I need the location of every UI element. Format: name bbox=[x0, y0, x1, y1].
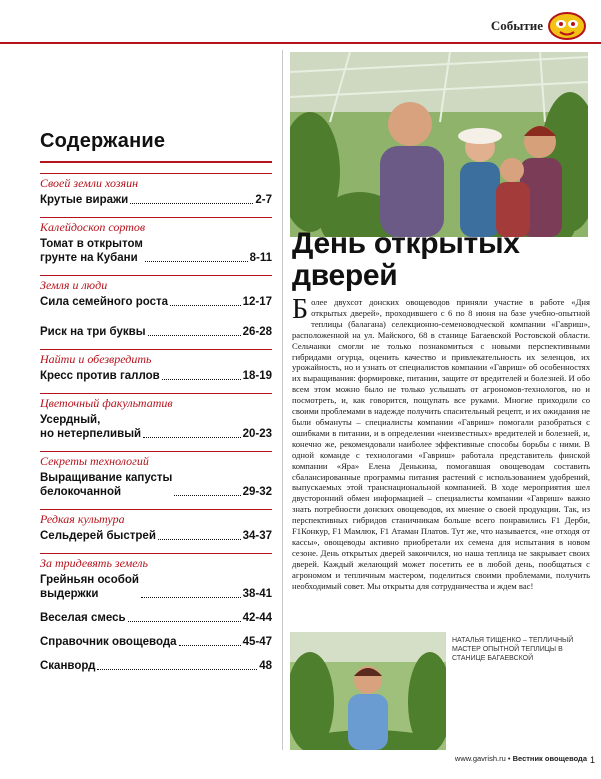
toc-entry-pages: 34-37 bbox=[242, 530, 272, 542]
toc-leader-dots bbox=[179, 645, 241, 646]
toc-category: Калейдоскоп сортов bbox=[40, 217, 272, 235]
toc-entry-pages: 12-17 bbox=[242, 296, 272, 308]
toc-entry-title: Справочник овощевода bbox=[40, 636, 177, 648]
toc-group bbox=[40, 275, 272, 339]
toc-group bbox=[40, 173, 272, 207]
toc-group bbox=[40, 509, 272, 543]
greenhouse-photo bbox=[290, 52, 588, 237]
toc-leader-dots bbox=[128, 621, 241, 622]
toc-title-rule bbox=[40, 161, 272, 163]
toc-entry[interactable] bbox=[40, 471, 272, 499]
toc-entry[interactable] bbox=[40, 659, 272, 673]
page-footer: www.gavrish.ru • Вестник овощевода bbox=[454, 754, 587, 763]
column-divider bbox=[282, 50, 283, 750]
toc-entry-title: Сельдерей быстрей bbox=[40, 530, 156, 542]
toc-entry-pages: 18-19 bbox=[242, 370, 272, 382]
toc-entry-pages: 29-32 bbox=[242, 486, 272, 498]
footer-site[interactable]: www.gavrish.ru bbox=[454, 754, 506, 763]
toc-entry[interactable] bbox=[40, 635, 272, 649]
toc-entry-title: Томат в открытом грунте на Кубани bbox=[40, 238, 143, 264]
toc-entry[interactable] bbox=[40, 529, 272, 543]
toc-leader-dots bbox=[130, 203, 253, 204]
toc-leader-dots bbox=[145, 261, 248, 262]
toc-entry-title: Риск на три буквы bbox=[40, 326, 146, 338]
toc-title: Содержание bbox=[40, 130, 166, 152]
toc-category: Редкая культура bbox=[40, 509, 272, 527]
article-headline: День открытых дверей bbox=[292, 227, 520, 292]
toc-entry-title: Грейньян особой выдержки bbox=[40, 574, 139, 600]
toc-entry[interactable] bbox=[40, 295, 272, 309]
toc-entry-pages: 38-41 bbox=[242, 588, 272, 600]
section-label: Событие bbox=[490, 18, 543, 33]
toc-entry[interactable] bbox=[40, 413, 272, 441]
toc-entry-pages: 42-44 bbox=[242, 612, 272, 624]
toc-entry-pages: 26-28 bbox=[242, 326, 272, 338]
toc-list bbox=[40, 173, 272, 673]
toc-group bbox=[40, 451, 272, 499]
photo-caption: НАТАЛЬЯ ТИЩЕНКО – ТЕПЛИЧНЫЙ МАСТЕР ОПЫТНОЙ ТЕПЛИЦЫ В СТАНИЦЕ БАГАЕВСКОЙ bbox=[452, 637, 574, 662]
toc-group bbox=[40, 553, 272, 601]
toc-leader-dots bbox=[174, 495, 240, 496]
toc-leader-dots bbox=[148, 335, 241, 336]
event-badge-icon bbox=[547, 10, 587, 42]
toc-leader-dots bbox=[158, 539, 241, 540]
toc-entry-title: Сканворд bbox=[40, 660, 96, 672]
toc-entry[interactable] bbox=[40, 369, 272, 383]
toc-entry[interactable] bbox=[40, 193, 272, 207]
toc-entry-title: Сила семейного роста bbox=[40, 296, 169, 308]
toc-leader-dots bbox=[162, 379, 241, 380]
toc-entry-pages: 45-47 bbox=[242, 636, 272, 648]
header-rule bbox=[0, 42, 601, 44]
toc-entry[interactable] bbox=[40, 237, 272, 265]
toc-entry-pages: 48 bbox=[259, 660, 272, 672]
table-of-contents bbox=[40, 130, 272, 673]
toc-group bbox=[40, 659, 272, 673]
toc-group bbox=[40, 393, 272, 441]
page-header bbox=[0, 0, 601, 44]
article-body-text: олее двухсот донских овощеводов приняли участие в работе «Дня открытых дверей», проходившего с 6 по 8 июня на базе учебно-опытной теплицы (балагана) селекционно-семеноводческой компании «Гавриш», расположенной на ул. Майского, 68 в станице Багаевской Ростовской области. Сельчанки смогли не только познакомиться с новыми перспективными гибридами огурца, оценить качество и привлекательность их зеленцов, их урожайность, но и узнать от специалистов компании «Гавриш» об особенностях их выращивания: формировке, питании, защите от вредителей и болезней. И обо всем этом можно было не только услышать от агрономов-технологов, но и посмотреть, и, как говорится, пощупать все руками. Многие приходили со своими проблемами в надежде получить спасительный рецепт, и их ожидания не были обмануты – специалисты компании «Гавриш» помогали разобраться с ошибками в питании, и в определении «неизвестных» вредителей и болезней, и, конечно же, рекомендовали наиболее эффективные способы борьбы с ними. В одной команде с технологами «Гавриш» работала представитель финской компании «Яра» Елена Денькина, помогавшая овощеводам составить сбалансированные программы питания растений с использованием удобрений, выпускаемых этой транснациональной компанией. В ходе мероприятия шел двусторонний обмен информацией – специалисты компании «Гавриш» важно знать потребности донских овощеводов, их мнение о своей продукции. Так, из перспективных гибридов станичникам больше всего понравились F1 Дерби, F1Конкур, F1 Мамлюк, F1 Атаман Платов. Тут же, что называется, «не отходя от кассы», овощеводы активно приобретали их семена для испытания в новом сезоне. День открытых дверей закончился, но наша теплица не закрывает своих дверей. Каждый желающий может посетить ее в любой день, пообщаться с агрономом и тепличным мастером, поделиться своими проблемами, получить необходимый совет. Мы открыты для сотрудничества и ждем вас! bbox=[292, 297, 590, 591]
toc-category: Найти и обезвредить bbox=[40, 349, 272, 367]
page-number: 1 bbox=[589, 755, 595, 765]
toc-group bbox=[40, 635, 272, 649]
toc-group bbox=[40, 217, 272, 265]
toc-entry-pages: 20-23 bbox=[242, 428, 272, 440]
toc-leader-dots bbox=[170, 305, 241, 306]
greenhouse-master-photo bbox=[290, 632, 446, 750]
toc-category: Цветочный факультатив bbox=[40, 393, 272, 411]
toc-leader-dots bbox=[97, 669, 257, 670]
toc-entry-pages: 8-11 bbox=[249, 252, 272, 264]
article-body bbox=[292, 294, 590, 591]
toc-entry-pages: 2-7 bbox=[255, 194, 272, 206]
toc-category: Своей земли хозяин bbox=[40, 173, 272, 191]
drop-cap: Б bbox=[292, 294, 309, 325]
toc-entry[interactable] bbox=[40, 573, 272, 601]
toc-entry-title: Выращивание капусты белокочанной bbox=[40, 472, 173, 498]
footer-publication: Вестник овощевода bbox=[512, 754, 587, 763]
toc-entry-title: Кресс против галлов bbox=[40, 370, 160, 382]
toc-category: За тридевять земель bbox=[40, 553, 272, 571]
toc-entry-title: Крутые виражи bbox=[40, 194, 129, 206]
toc-category: Секреты технологий bbox=[40, 451, 272, 469]
toc-entry[interactable] bbox=[40, 611, 272, 625]
toc-entry[interactable] bbox=[40, 325, 272, 339]
toc-group bbox=[40, 349, 272, 383]
toc-group bbox=[40, 611, 272, 625]
toc-entry-title: Веселая смесь bbox=[40, 612, 126, 624]
toc-entry-title: Усердный, но нетерпеливый bbox=[40, 414, 142, 440]
toc-leader-dots bbox=[143, 437, 240, 438]
toc-leader-dots bbox=[141, 597, 241, 598]
toc-category: Земля и люди bbox=[40, 275, 272, 293]
